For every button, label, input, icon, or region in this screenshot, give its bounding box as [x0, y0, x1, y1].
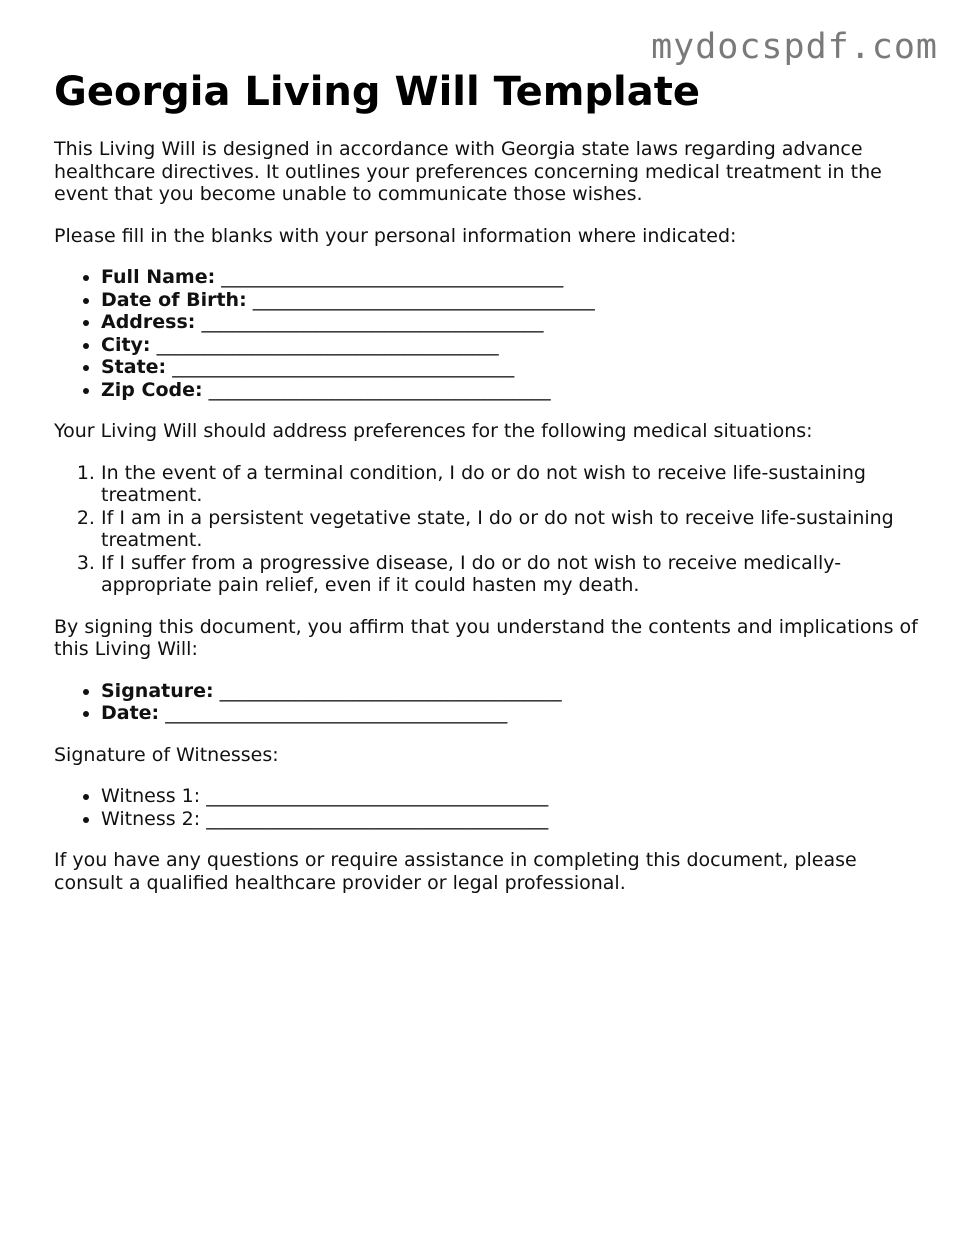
intro-paragraph: This Living Will is designed in accordance with Georgia state laws regarding advance healthcare directives. It outlines your preferences concerning medical treatment in the event that you become unable to communicate those wishes.	[54, 138, 882, 205]
personal-info-list	[54, 266, 924, 401]
field-address	[101, 311, 924, 334]
field-label: Date:	[101, 702, 160, 724]
field-state	[101, 356, 924, 379]
situation-item: 2. If I am in a persistent vegetative state, I do or do not wish to receive life-sustaining treatment.	[101, 507, 924, 552]
blank-line[interactable]: ____________________________________	[208, 378, 551, 401]
witness-heading: Signature of Witnesses:	[54, 743, 279, 766]
field-date-of-birth	[101, 289, 924, 312]
field-label: Date of Birth:	[101, 288, 247, 311]
field-label: Zip Code:	[101, 378, 203, 401]
situations-list	[54, 462, 924, 597]
blank-line[interactable]: ____________________________________	[172, 356, 515, 378]
blank-line[interactable]: ____________________________________	[201, 311, 544, 333]
blank-line[interactable]: ____________________________________	[206, 807, 549, 830]
blank-line[interactable]: ____________________________________	[165, 702, 508, 724]
field-zip-code	[101, 379, 924, 402]
field-label: State:	[101, 356, 167, 378]
situations-intro: Your Living Will should address preferences for the following medical situations:	[54, 420, 813, 442]
blank-line[interactable]: ____________________________________	[252, 288, 595, 311]
blank-line[interactable]: ____________________________________	[219, 679, 562, 702]
signature-list	[54, 680, 924, 725]
field-label: Witness 1:	[101, 785, 201, 807]
blank-line[interactable]: ____________________________________	[156, 333, 499, 356]
field-city	[101, 334, 924, 357]
document-page	[54, 68, 924, 894]
field-witness-2	[101, 808, 924, 831]
blank-line[interactable]: ____________________________________	[206, 785, 549, 807]
field-label: Signature:	[101, 679, 214, 702]
field-date	[101, 702, 924, 725]
situation-item: 3. If I suffer from a progressive disease, I do or do not wish to receive medically-appropriate pain relief, even if it could hasten my death.	[101, 552, 924, 597]
blank-line[interactable]: ____________________________________	[221, 266, 564, 288]
field-label: Full Name:	[101, 266, 216, 288]
witness-list	[54, 785, 924, 830]
field-label: City:	[101, 333, 151, 356]
fill-instruction: Please fill in the blanks with your personal information where indicated:	[54, 224, 737, 247]
field-signature	[101, 680, 924, 703]
watermark: mydocspdf.com	[651, 27, 938, 67]
field-label: Address:	[101, 311, 196, 333]
closing-paragraph: If you have any questions or require assistance in completing this document, please consult a qualified healthcare provider or legal professional.	[54, 849, 857, 894]
situation-item: 1. In the event of a terminal condition, I do or do not wish to receive life-sustaining treatment.	[101, 462, 924, 507]
field-witness-1	[101, 785, 924, 808]
field-full-name	[101, 266, 924, 289]
field-label: Witness 2:	[101, 807, 201, 830]
affirm-paragraph: By signing this document, you affirm that you understand the contents and implications of this Living Will:	[54, 615, 918, 660]
page-title: Georgia Living Will Template	[54, 69, 700, 115]
